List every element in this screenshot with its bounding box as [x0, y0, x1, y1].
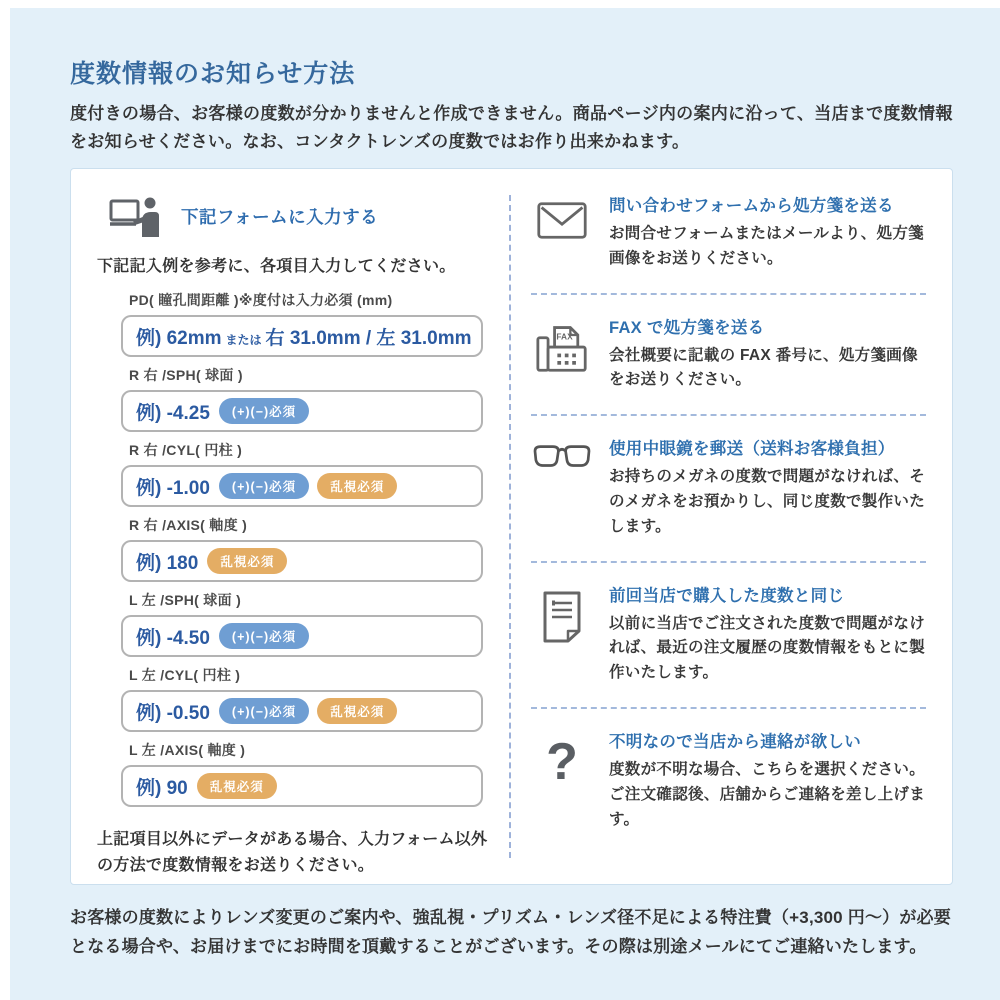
example-input-box[interactable] — [121, 390, 483, 432]
glasses-icon — [531, 435, 593, 539]
example-value — [136, 323, 471, 350]
method-item — [531, 173, 926, 295]
example-value — [136, 773, 188, 800]
form-field — [121, 515, 483, 582]
form-field — [121, 740, 483, 807]
document-icon — [531, 582, 593, 686]
method-title: FAX で処方箋を送る — [609, 318, 765, 337]
sign-required-badge: (+)(−)必須 — [219, 398, 309, 424]
field-label: R 右 /AXIS( 軸度 ) — [129, 517, 248, 533]
method-title: 不明なので当店から連絡が欲しい — [609, 732, 861, 751]
methods-list — [511, 169, 952, 884]
method-description: 会社概要に記載の FAX 番号に、処方箋画像をお送りください。 — [609, 346, 918, 389]
footer-text: お客様の度数によりレンズ変更のご案内や、強乱視・プリズム・レンズ径不足による特注費（+3,300 円〜）が必要となる場合や、お届けまでにお時間を頂戴することがございます。その際は別途メールにてご連絡いたします。 — [70, 908, 951, 956]
astigmatism-required-badge: 乱視必須 — [317, 698, 397, 724]
example-text: 右 31.0mm / 左 31.0mm — [265, 327, 472, 349]
svg-text:FAX: FAX — [556, 331, 573, 342]
example-value — [136, 698, 210, 725]
example-input-box[interactable] — [121, 465, 483, 507]
field-label: L 左 /AXIS( 軸度 ) — [129, 742, 246, 758]
example-text: 例) -0.50 — [136, 702, 210, 724]
form-section-header — [109, 195, 493, 237]
field-label: R 右 /CYL( 円柱 ) — [129, 442, 243, 458]
person-at-computer-icon — [109, 195, 163, 237]
form-field — [121, 365, 483, 432]
example-text: 例) -4.25 — [136, 402, 210, 424]
example-text: または — [225, 332, 262, 347]
example-value — [136, 473, 210, 500]
method-description: お持ちのメガネの度数で問題がなければ、そのメガネをお預かりし、同じ度数で製作いたします。 — [609, 468, 926, 535]
badge-group — [219, 398, 309, 424]
field-label: R 右 /SPH( 球面 ) — [129, 367, 243, 383]
astigmatism-required-badge: 乱視必須 — [197, 773, 277, 799]
astigmatism-required-badge: 乱視必須 — [207, 548, 287, 574]
example-input-box[interactable] — [121, 765, 483, 807]
info-panel — [70, 168, 953, 885]
badge-group — [207, 548, 287, 574]
badge-group — [219, 623, 309, 649]
intro-text: 度付きの場合、お客様の度数が分かりませんと作成できません。商品ページ内の案内に沿って、当店まで度数情報をお知らせください。なお、コンタクトレンズの度数ではお作り出来かねます。 — [70, 104, 953, 151]
question-mark-icon: ? — [546, 732, 578, 791]
method-title: 前回当店で購入した度数と同じ — [609, 586, 845, 605]
method-description: 以前に当店でご注文された度数で問題がなければ、最近の注文履歴の度数情報をもとに製作いたします。 — [609, 614, 926, 682]
sign-required-badge: (+)(−)必須 — [219, 698, 309, 724]
example-text: 例) 180 — [136, 552, 199, 574]
form-field — [121, 590, 483, 657]
example-text: 例) -4.50 — [136, 627, 210, 649]
method-item — [531, 709, 926, 853]
example-text: 例) -1.00 — [136, 477, 210, 499]
example-value — [136, 548, 198, 575]
example-input-box[interactable] — [121, 615, 483, 657]
example-input-box[interactable] — [121, 315, 483, 357]
method-item — [531, 563, 926, 709]
form-note: 上記項目以外にデータがある場合、入力フォーム以外の方法で度数情報をお送りください。 — [97, 831, 488, 874]
astigmatism-required-badge: 乱視必須 — [317, 473, 397, 499]
form-field — [121, 440, 483, 507]
field-label: L 左 /SPH( 球面 ) — [129, 592, 242, 608]
page-title: 度数情報のお知らせ方法 — [70, 60, 356, 88]
method-title: 問い合わせフォームから処方箋を送る — [609, 197, 894, 215]
example-input-box[interactable] — [121, 540, 483, 582]
badge-group — [197, 773, 277, 799]
example-value — [136, 398, 210, 425]
field-label: PD( 瞳孔間距離 )※度付は入力必須 (mm) — [129, 292, 393, 308]
example-text: 例) 90 — [136, 777, 188, 799]
method-item — [531, 416, 926, 562]
example-value — [136, 623, 210, 650]
example-text: 例) 62mm — [136, 327, 222, 349]
method-title: 使用中眼鏡を郵送（送料お客様負担） — [609, 440, 895, 459]
form-field — [121, 665, 483, 732]
method-item — [531, 295, 926, 417]
form-section-title: 下記フォームに入力する — [181, 206, 379, 227]
page-background — [10, 8, 1000, 1000]
form-fields — [121, 290, 483, 807]
form-instruction: 下記記入例を参考に、各項目入力してください。 — [97, 258, 456, 275]
form-field — [121, 290, 483, 357]
sign-required-badge: (+)(−)必須 — [219, 623, 309, 649]
fax-icon — [531, 314, 593, 394]
badge-group — [219, 698, 397, 724]
method-description: 度数が不明な場合、こちらを選択ください。ご注文確認後、店舗からご連絡を差し上げます。 — [609, 760, 926, 828]
method-description: お問合せフォームまたはメールより、処方箋画像をお送りください。 — [609, 225, 924, 267]
example-input-box[interactable] — [121, 690, 483, 732]
sign-required-badge: (+)(−)必須 — [219, 473, 309, 499]
field-label: L 左 /CYL( 円柱 ) — [129, 667, 241, 683]
form-section — [71, 169, 509, 884]
badge-group — [219, 473, 397, 499]
envelope-icon — [531, 192, 593, 272]
